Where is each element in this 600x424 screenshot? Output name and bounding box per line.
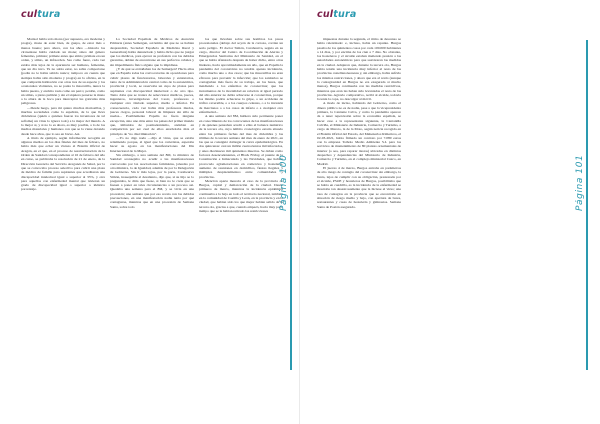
article-column-3 [199, 37, 283, 411]
article-paragraph: —Desde luego, para mí quiero muchas mariosillas, y muchas sociedades como la española, de la que lleva diciéndose (quién o quiénes fueron los inventores de tal sofisma) un virus lo ignora todo) a la mejor del mundo. A lo mejor sí, y si no lo es ahora, es muy posible, a lo de los medios materiales y humanos con que se la viene dotando desde hace años, que lo sea en breve. Así. [21, 105, 105, 136]
article-column-1 [21, 37, 105, 411]
article-flow [317, 37, 579, 411]
article-paragraph: A modo de inciso, hablando del Gobierno, como el dinero público no es de nadie, pese a que la vicepresidenta primera, la Cantante Calva, y como la pandemia aparece da a tener repercusión sobre la economía española, se hacer caso a la representante siguiente, la Cantanilla Calviña, el Ministerio de Industria, Comercio y Turismo, a cargo de Maroto, la de la Moto, según noticia recogida en el Boletín Oficial del Estado, del Mahenarlos Rimaticos, el 02-03-2021, había firmado un contrato por 7.080 euros con la empresa Totholo Medio Ambiente S.L para los servicios de mantenimiento de 80 plantas ornamentales de interior (o sea, para reparar tiestos) ubicadas en distintos despachos y dependencias del Ministerio de Industria, Comercio y Turismo, en el complejo ministerial Cuzco, en Madrid. [317, 101, 401, 166]
brand-logo: cultura [317, 9, 357, 20]
article-paragraph: A una semana del 8M, hubiera sido pertinente poner en conocimiento de los convocantes de las manifestaciones y de quienes pensaban acudir a ellas el balance numérico de la tercera ola, cuyo ámbito cronológico estaría situado entre las primeras fechas del mes de diciembre y las últimas de la tercera semana del mes de enero de 2021, en las que se consiguió doblegar la curva epidemiológica. En dos quincenas: casi un millón cuatrocientos mil infectados, y unos diecinueve mil quinientos muertos. Se daban como factores desencadenantes, el Black Friday, el puente de la Constitución e Inmaculada y las Navidades, que habían provocado aglomeraciones en comercios y hostelería, aumento de reuniones en domicilios, fiestas ilegales y múltiples desplazamientos entre comunidades y provincias. [199, 114, 283, 179]
article-paragraph: Marisol habla sólo mona (por supuesto, era moderna y progre), mona de estar bien, de guapa, de estar más o menos buena; pero ahora, con los años —historia los circuentase habla cuidado un mona; sinos del género femenino, primata; primate antes que simio; primate era un orden, y simio, un infraorden. Sea como fuere, cada vez estaba más lejos de la apariencia ser humano, femenina, que un día tuvo. Ya no sabía estar, no sabía comportarse (podía no le había sabido nunca; tampoco en cuenta que siempre había sido moderna y progre) en la oficina, en la que compartía habitación con otras tres de su especie y los ocasionales visitantes, no se ponía la mascarilla, nunca la había puesta, y encima tosía como un perro; perdón, como un simio, a pleno pulmón y sin el siquiera ponerse la mano a la altura de la boca para interceptar las gotículas más peligrosas. [21, 37, 105, 106]
page-number: Página 100 [279, 154, 289, 212]
article-paragraph: A título de ejemplo, según información recogida en algunos medios en los días finales del mes de febrero, no había más que echar un vistazo al Boletín Oficial de Aragón, en el que, en el proceso de reestructuración de la Orden de Sanidad correspondiente al 16 de febrero del año en curso, se publicaba la resolución de 21 de enero, de la Dirección Gerencia del Servicio Aragonés de Salud, por la que se convocaba proceso selectivo para cubrir una plaza de médico de familia para aspirantes que acreditaran una discapacidad intelectual igual o superior al 33%, y otra para aquellos con enfermedad mental que tuvieran un grado de discapacidad igual o superior a idéntico porcentaje. [21, 135, 105, 192]
article-paragraph: Mención aparte merecía el caso de la provincia de Burgos, capital y demarcación de la ciudad. Desde primeros de marzo, mientras la incidencia epidémica continuaba a la baja en todo el territorio nacional, también en la comunidad de Castilla y León, en la provincia y en la ciudad, que habían sido los que mejor habían salido de la tercera ola, gracias a que, cuando empezó, hacía muy poco tiempo que se le habían retirado las restricciones [199, 178, 283, 213]
right-page [300, 0, 600, 424]
article-paragraph: ¿Y de qué se extrañaban los de Semergen? Hacía años que en España todas las convocatorias de oposiciones para cubrir plazas de funcionarios, laborales y estatutarios, tanto de la Administración central como de la autonómica, provincial y local, se reservaba un cupo de plazas para aspirantes con discapacidad intelectual o de otro tipo. Tanto daba que se tratara de seleccionar médicos, jueces, ingenieros, investigadores del Cesic, profesores o cualquier otro titulado superior, medio o inferior. En consecuencia, cada vez había más profesores mudos, jueces ciegos, personal laboral de limpieza sin silla de ruedas... Posiblemente España no fuera ninguna excepción, sino uno más entre los países del primer mundo que, imbuidos de posmodernismo, andaban en competición por ser cual de ellos enarbolaba más el principio de "no discriminación". [110, 67, 194, 136]
article-column-2 [110, 37, 194, 411]
article-paragraph: —Yo no digo nada —dijo el virus, que se estaba relamiendo porque, al igual que los carteristas, esperaba hacer su agosto en las manifestaciones del Día Internacional de la Mujer. [110, 135, 194, 153]
article-paragraph: Sin embargo, a una semana del 8M, la ministra de Sanidad aconsejaba no acudir a las manifestaciones convocadas por las asociaciones feministas, jaleadas por otra ministra, la de Igualdad, además de por la Delegación de Gobierno. Sin ir más lejos, por la parte, Carabeurva Simón, inasequible al desaliento, dijo que, si su hijo se lo preguntaba, le diría que fuese, si bien no le creía que se fuesen a poner en tales circunstancias a un proceso así. Quedaba una semana para el 8M, y se vivía en una procesión; una semana que por eso recaía con las debidas precauciones, en una manifestación nadie tenía por qué contagiarse, mientras que en una procesión de Semana Santa, sobre todo [110, 153, 194, 209]
article-paragraph: los que llevaban sobre sus hombros los pasos procesionales (debajo del soyón de la carroza, corrían un serio peligro. El doctor Simón, Carabeurva, seguía en su cargo, director del Centro de Coordinación de Alertas y Emergencias Sanitarias del Ministerio de Sanidad, en el que se había afianzado después de haber dicho, entre otras lindezas, hacía aproximadamente un año, que en España la pandemia del coronavirus no tendría apenas incidencia, como mucho uno o dos casos; que las mascarillas no eran eficaces para prevenir la infección; que los sanitarios se contagiaban más fuera de su trabajo, en los bares, que tiendiendo a los enfermos de coronavirus; que los incrementos de la mortalidad en relación al igual período del año anterior no debía achacarse al coronavirus, porque los mismo podría achacarse la gripe, o un accidente de tráfico reversible, o a los cuerpos celestes, o a la invasión de marcianos o a los casos de infarto o a cualquier otra enfermedad... [199, 37, 283, 115]
article-paragraph: La Sociedad Española de Médicos de Atención Primaria (antes Semergen, acrónimo del que no se habían desprendido, Sociedad Española de Medicina Rural y Generalista) había denunciado y había dicho que no juzgar que los médicos, para ejercer su profesión con las debidas garantías, debían de encontrarse en sus perfectos cabales y sin impedimento físico alguno que lo impidiese. [110, 37, 194, 67]
brand-logo: cultura [21, 9, 61, 20]
page-number: Página 101 [575, 154, 585, 212]
article-paragraph: El jueves 4 de marzo, Burgos entraba en parámetros de alto riesgo de contagio del coronavirus: sin embargo, la Junta, lejos de cumplir con su obligación, presionada por el alcalde, PSOE y hosteleros de Burgos, posibilitaba que se había en cuadrilla, es la incidencia de la enfermedad se mostraba tan desastrosamente que la hiciese el virus; una tasa de contagios en la provincia que se encontraba en situación de riesgo medio y bajo, con apertura de bares, restaurantes y casas de hostelería y gimnasios. Semana Santa de Posión asegurada. [317, 165, 401, 209]
article-paragraph: impuestas durante la segunda, el ritmo de descenso se había ralentizado: e, incluso, había un repunte. Burgos pasaba de los quinientos casos por cada 100.000 habitantes a 14 días, y por encima de los cien a 7 días. No obstante, los hosteleros y el alcalde estaban metiendo presión a las autoridades autonómicas para que suavizaran las medidas en la ciudad. Adujeron que, durante la tercera ola, Burgos había tenido una incidencia muy inferior al resto de las provincias castellanoleonesas y, sin embargo, había sufrido los mismos restricciones, y ahora que era al revés (aunque la contagiosidad en Burgos no era exagerada si mucho menos), Burgos continuaba con las medidas restrictivas, mientras que eran las haban sido levantadas el resto de las provincias. Agravio comparativo, recibí al alcalde, todavía la tenía la copa, no descolgar al móvil. [317, 37, 401, 102]
